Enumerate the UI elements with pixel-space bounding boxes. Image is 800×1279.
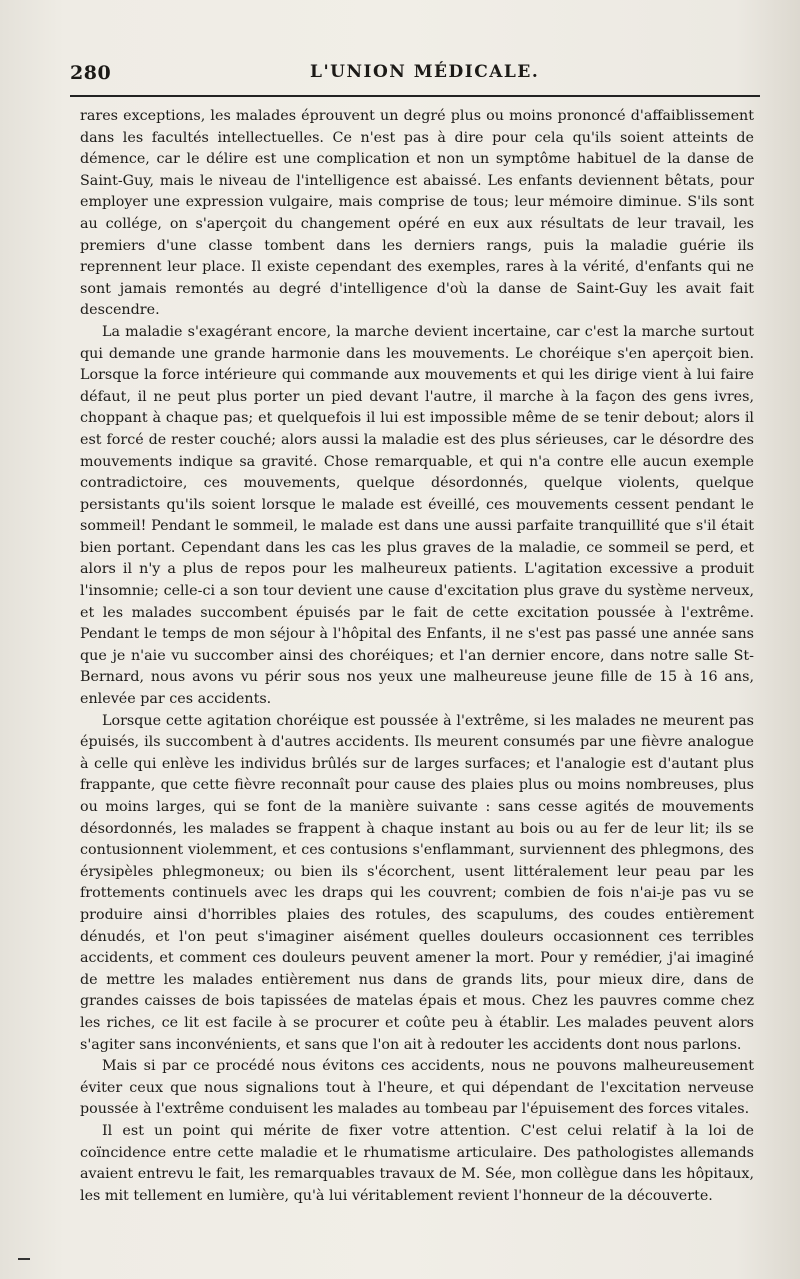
paragraph: rares exceptions, les malades éprouvent un degré plus ou moins prononcé d'affaiblissement dans les facultés intellectuelles. Ce n'est pas à dire pour cela qu'ils soient atteints de démence, car le délire est une complication et non un symptôme habituel de la danse de Saint-Guy, mais le niveau de l'intelligence est abaissé. Les enfants deviennent bêtats, pour employer une expression vulgaire, mais comprise de tous; leur mémoire diminue. S'ils sont au collége, on s'aperçoit du changement opéré en eux aux résultats de leur travail, les premiers d'une classe tombent dans les derniers rangs, puis la maladie guérie ils reprennent leur place. Il existe cependant des exemples, rares à la vérité, d'enfants qui ne sont jamais remontés au degré d'intelligence d'où la danse de Saint-Guy les avait fait descendre. xyxy=(80,108,754,319)
paragraph: Il est un point qui mérite de fixer votre attention. C'est celui relatif à la loi de coïncidence entre cette maladie et le rhumatisme articulaire. Des pathologistes allemands avaient entrevu le fait, les remarquables travaux de M. Sée, mon collègue dans les hôpitaux, les mit tellement en lumière, qu'à lui véritablement revient l'honneur de la découverte. xyxy=(80,1122,754,1204)
running-head: L'UNION MÉDICALE. xyxy=(310,62,540,82)
paragraph: Mais si par ce procédé nous évitons ces accidents, nous ne pouvons malheureusement éviter ceux que nous signalions tout à l'heure, et qui dépendant de l'excitation nerveuse poussée à l'extrême conduisent les malades au tombeau par l'épuisement des forces vitales. xyxy=(80,1058,754,1118)
page-number: 280 xyxy=(70,62,112,84)
body-text xyxy=(80,106,754,1207)
paragraph: La maladie s'exagérant encore, la marche devient incertaine, car c'est la marche surtout qui demande une grande harmonie dans les mouvements. Le choréique s'en aperçoit bien. Lorsque la force intérieure qui commande aux mouvements et qui les dirige vient à lui faire défaut, il ne peut plus porter un pied devant l'autre, il marche à la façon des gens ivres, choppant à chaque pas; et quelquefois il lui est impossible même de se tenir debout; alors il est forcé de rester couché; alors aussi la maladie est des plus sérieuses, car le désordre des mouvements indique sa gravité. Chose remarquable, et qui n'a contre elle aucun exemple contradictoire, ces mouvements, quelque désordonnés, quelque violents, quelque persistants qu'ils soient lorsque le malade est éveillé, ces mouvements cessent pendant le sommeil! Pendant le sommeil, le malade est dans une aussi parfaite tranquillité que s'il était bien portant. Cependant dans les cas les plus graves de la maladie, ce sommeil se perd, et alors il n'y a plus de repos pour les malheureux patients. L'agitation excessive a produit l'insomnie; celle-ci a son tour devient une cause d'excitation plus grave du système nerveux, et les malades succombent épuisés par le fait de cette excitation poussée à l'extrême. Pendant le temps de mon séjour à l'hôpital des Enfants, il ne s'est pas passé une année sans que je n'aie vu succomber ainsi des choréiques; et l'an dernier encore, dans notre salle St-Bernard, nous avons vu périr sous nos yeux une malheureuse jeune fille de 15 à 16 ans, enlevée par ces accidents. xyxy=(80,323,754,708)
page-header xyxy=(70,58,750,88)
paragraph: Lorsque cette agitation choréique est poussée à l'extrême, si les malades ne meurent pas épuisés, ils succombent à d'autres accidents. Ils meurent consumés par une fièvre analogue à celle qui enlève les individus brûlés sur de larges surfaces; et l'analogie est d'autant plus frappante, que cette fièvre reconnaît pour cause des plaies plus ou moins nombreuses, plus ou moins larges, qui se font de la manière suivante : sans cesse agités de mouvements désordonnés, les malades se frappent à chaque instant au bois ou au fer de leur lit; ils se contusionnent violemment, et ces contusions s'enflammant, surviennent des phlegmons, des érysipèles phlegmoneux; ou bien ils s'écorchent, usent littéralement leur peau par les frottements continuels avec les draps qui les couvrent; combien de fois n'ai-je pas vu se produire ainsi d'horribles plaies des rotules, des scapulums, des coudes entièrement dénudés, et l'on peut s'imaginer aisément quelles douleurs occasionnent ces terribles accidents, et comment ces douleurs peuvent amener la mort. Pour y remédier, j'ai imaginé de mettre les malades entièrement nus dans de grands lits, pour mieux dire, dans de grandes caisses de bois tapissées de matelas épais et mous. Chez les pauvres comme chez les riches, ce lit est facile à se procurer et coûte peu à établir. Les malades peuvent alors s'agiter sans inconvénients, et sans que l'on ait à redouter les accidents dont nous parlons. xyxy=(80,712,754,1053)
margin-mark xyxy=(18,1258,30,1260)
header-rule xyxy=(70,95,760,97)
